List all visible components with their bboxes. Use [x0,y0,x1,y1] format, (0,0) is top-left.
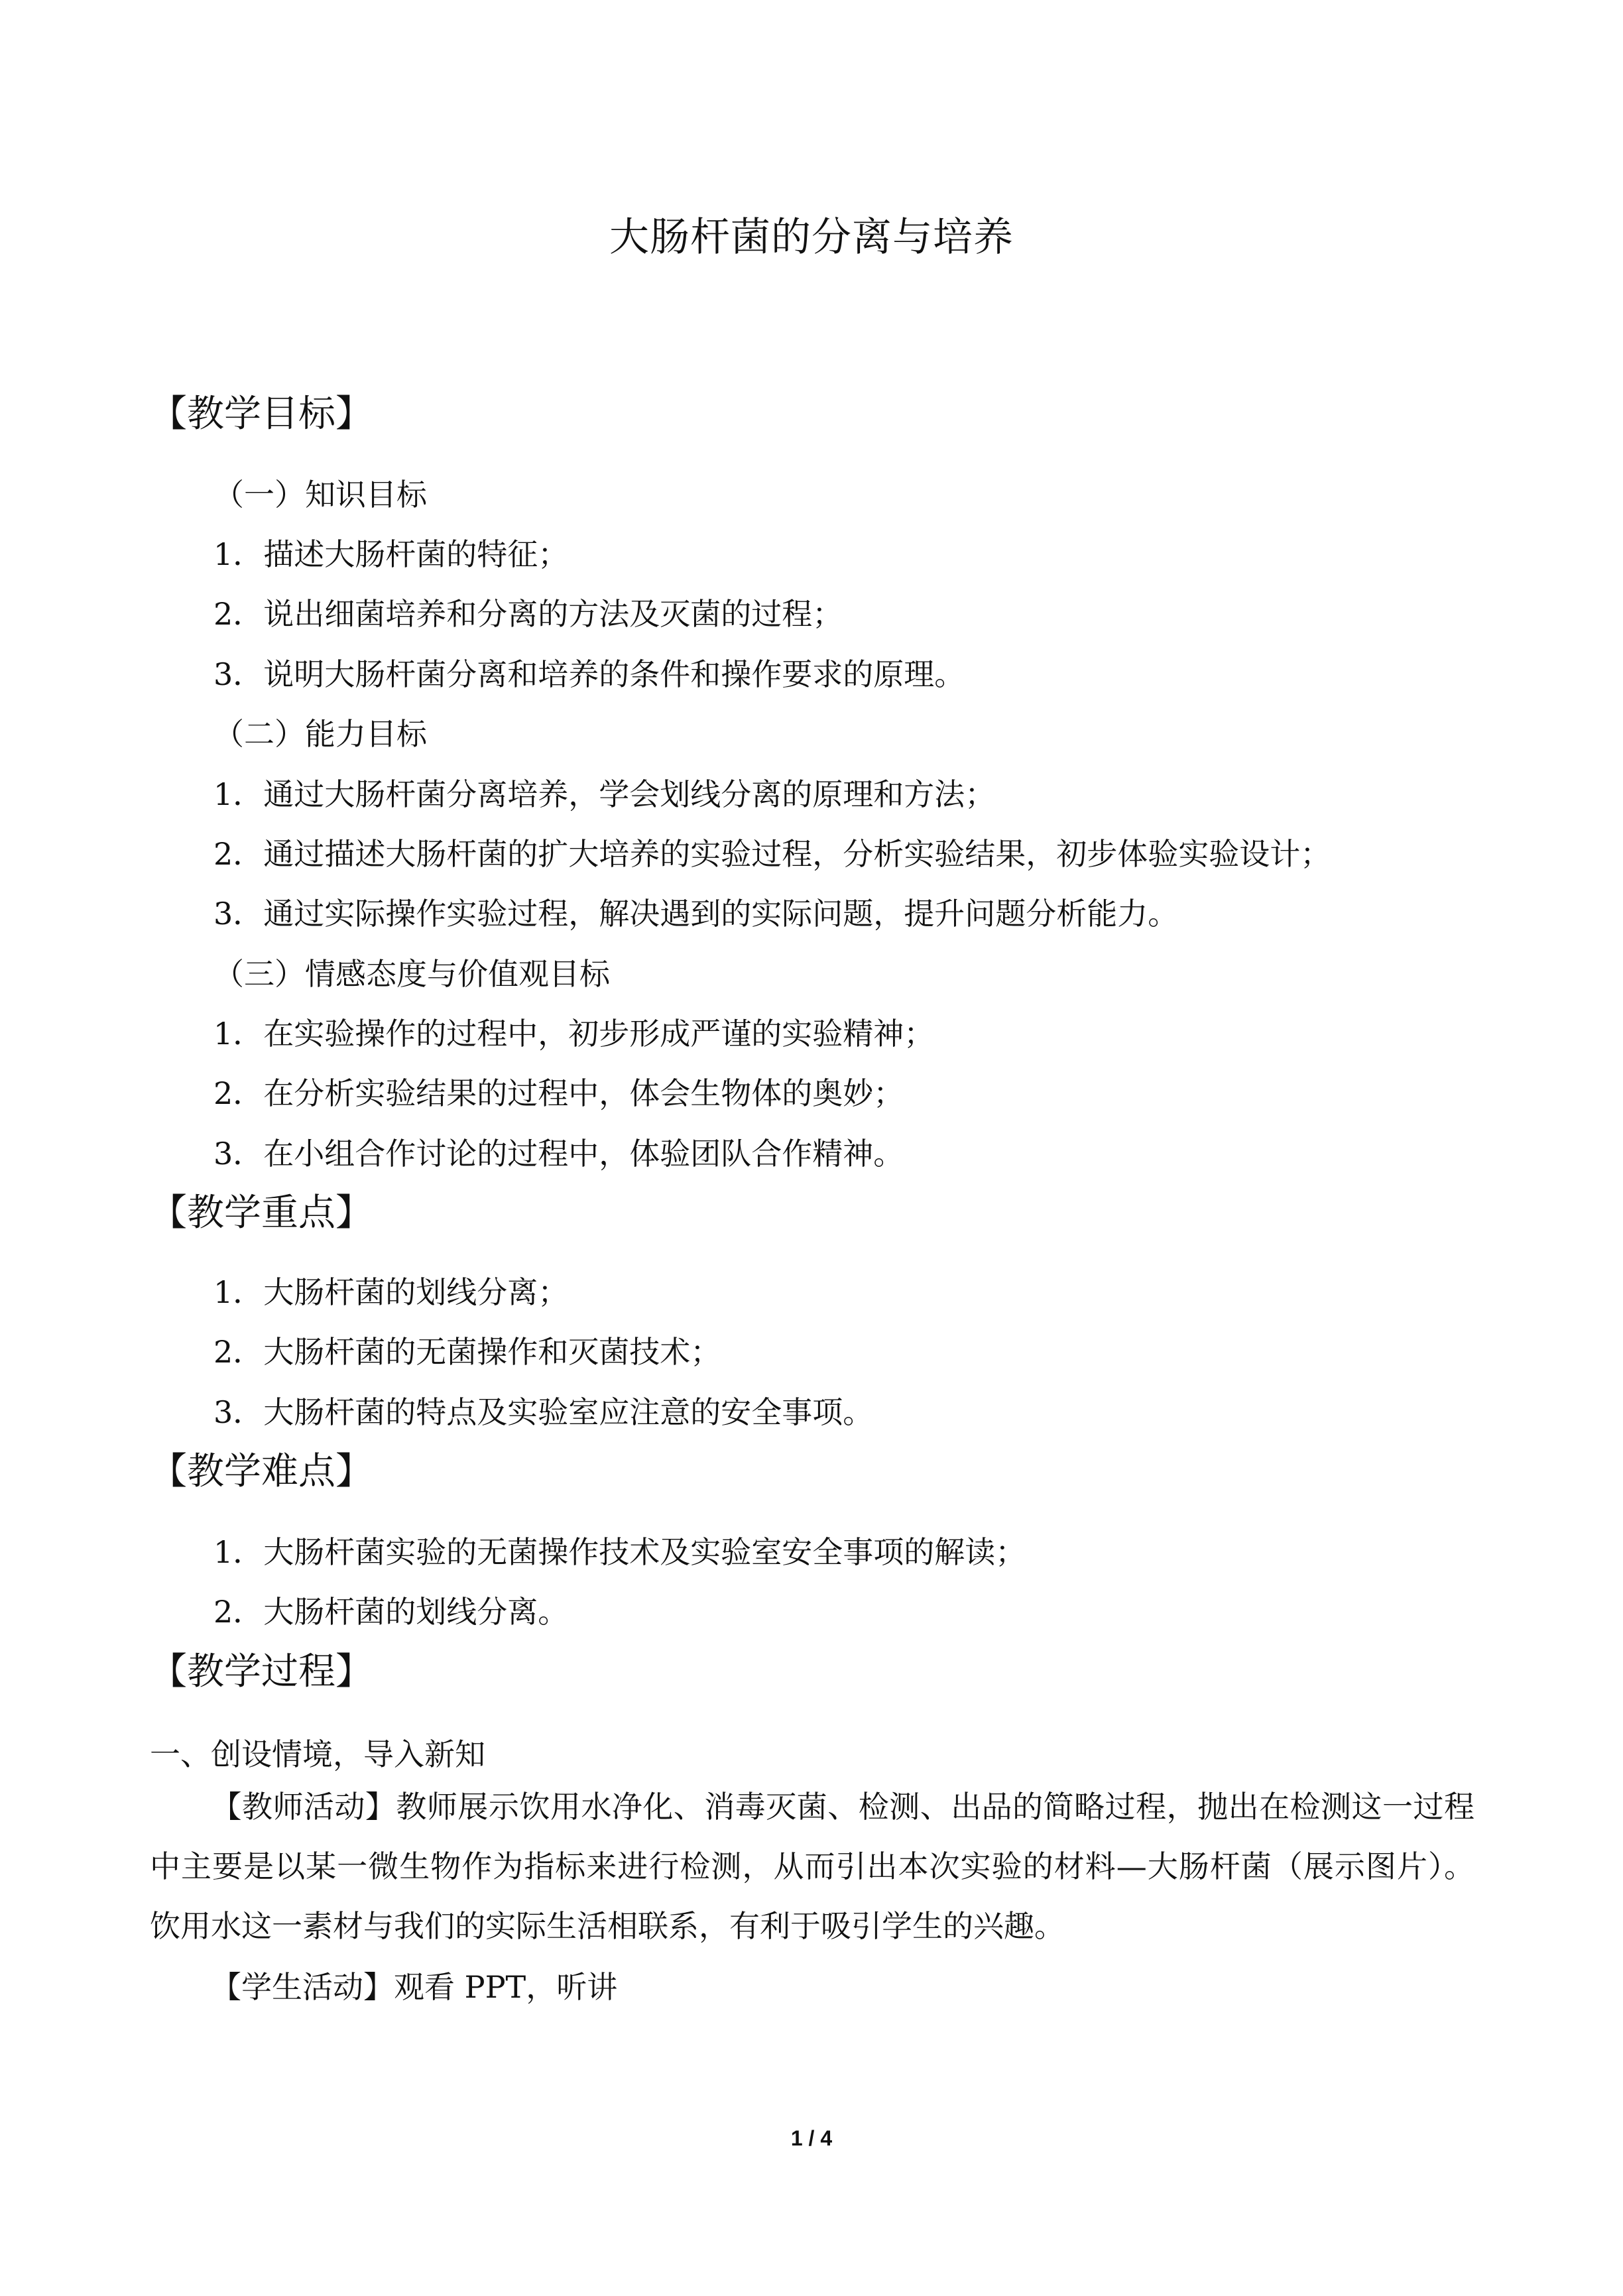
list-item: 2．大肠杆菌的无菌操作和灭菌技术； [213,1334,721,1370]
page-title: 大肠杆菌的分离与培养 [609,214,1014,261]
knowledge-objectives-label: （一）知识目标 [213,477,427,513]
attitude-objectives-label: （三）情感态度与价值观目标 [213,956,610,992]
list-item: 2．在分析实验结果的过程中，体会生物体的奥妙； [213,1075,904,1111]
list-item: 1．描述大肠杆菌的特征； [213,536,569,572]
objectives-heading: 【教学目标】 [150,393,373,436]
list-item: 2．大肠杆菌的划线分离。 [213,1594,569,1630]
difficulties-heading: 【教学难点】 [150,1450,373,1493]
list-item: 1．在实验操作的过程中，初步形成严谨的实验精神； [213,1016,935,1052]
list-item: 2．通过描述大肠杆菌的扩大培养的实验过程，分析实验结果，初步体验实验设计； [213,836,1331,872]
list-item: 1．大肠杆菌实验的无菌操作技术及实验室安全事项的解读； [213,1534,1026,1570]
list-item: 2．说出细菌培养和分离的方法及灭菌的过程； [213,596,843,632]
list-item: 3．通过实际操作实验过程，解决遇到的实际问题，提升问题分析能力。 [213,896,1179,932]
ability-objectives-label: （二）能力目标 [213,716,427,752]
list-item: 3．大肠杆菌的特点及实验室应注意的安全事项。 [213,1394,874,1430]
teacher-activity-paragraph [150,1777,1474,1956]
page-indicator: 1 / 4 [790,2126,833,2150]
student-activity-text: 【学生活动】观看 PPT，听讲 [211,1969,618,2005]
key-points-heading: 【教学重点】 [150,1191,373,1235]
student-activity-paragraph [150,1957,1474,2017]
list-item: 1．大肠杆菌的划线分离； [213,1274,569,1310]
step-title: 一、创设情境，导入新知 [150,1736,485,1772]
list-item: 3．说明大肠杆菌分离和培养的条件和操作要求的原理。 [213,656,965,692]
teacher-activity-text: 【教师活动】教师展示饮用水净化、消毒灭菌、检测、出品的简略过程，抛出在检测这一过程中主要是以某一微生物作为指标来进行检测，从而引出本次实验的材料—大肠杆菌（展示图片）。饮用水这一素材与我们的实际生活相联系，有利于吸引学生的兴趣。 [150,1789,1474,1944]
list-item: 3．在小组合作讨论的过程中，体验团队合作精神。 [213,1136,904,1172]
list-item: 1．通过大肠杆菌分离培养，学会划线分离的原理和方法； [213,776,996,812]
process-heading: 【教学过程】 [150,1650,373,1693]
